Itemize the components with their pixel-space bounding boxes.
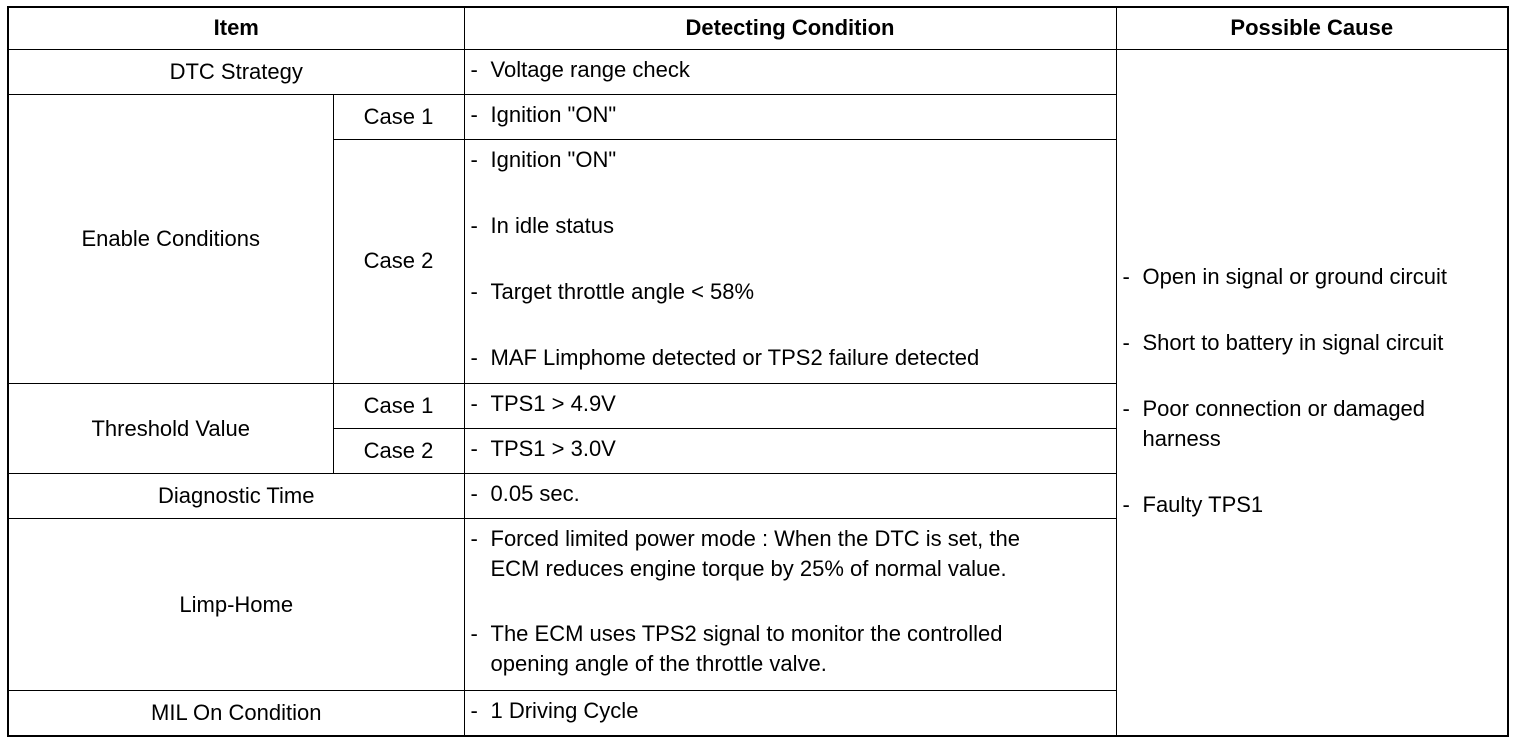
condition-threshold-case2: - TPS1 > 3.0V	[464, 429, 1116, 474]
item-enable-conditions: Enable Conditions	[8, 94, 333, 383]
cause-item: - Faulty TPS1	[1122, 491, 1264, 517]
table-row	[8, 49, 1508, 94]
cause-item: - Open in signal or ground circuit	[1122, 263, 1447, 289]
item-mil-on-condition: MIL On Condition	[8, 691, 464, 736]
possible-causes	[1116, 49, 1508, 736]
item-diagnostic-time: Diagnostic Time	[8, 474, 464, 519]
header-possible-cause: Possible Cause	[1116, 7, 1508, 49]
condition-threshold-case1: - TPS1 > 4.9V	[464, 383, 1116, 428]
case-label: Case 1	[333, 94, 464, 139]
condition-limp-home: - Forced limited power mode : When the DTC is set, the ECM reduces engine torque by 25% of normal value. - The ECM uses TPS2 signal to monitor the controlled opening angle of the throttle valve.	[464, 519, 1116, 691]
item-dtc-strategy: DTC Strategy	[8, 49, 464, 94]
condition-dtc-strategy: - Voltage range check	[464, 49, 1116, 94]
header-item: Item	[8, 7, 464, 49]
header-detecting-condition: Detecting Condition	[464, 7, 1116, 49]
case-label: Case 1	[333, 383, 464, 428]
case-label: Case 2	[333, 139, 464, 383]
condition-enable-case1: - Ignition "ON"	[464, 94, 1116, 139]
header-row	[8, 7, 1508, 49]
item-limp-home: Limp-Home	[8, 519, 464, 691]
cause-item: - Poor connection or damaged harness	[1122, 395, 1426, 451]
case-label: Case 2	[333, 429, 464, 474]
condition-mil: - 1 Driving Cycle	[464, 691, 1116, 736]
condition-enable-case2: - Ignition "ON" - In idle status - Target throttle angle < 58% - MAF Limphome detected or TPS2 failure detected	[464, 139, 1116, 383]
item-threshold-value: Threshold Value	[8, 383, 333, 473]
dtc-table	[7, 6, 1509, 737]
cause-item: - Short to battery in signal circuit	[1122, 329, 1444, 355]
condition-diagnostic-time: - 0.05 sec.	[464, 474, 1116, 519]
